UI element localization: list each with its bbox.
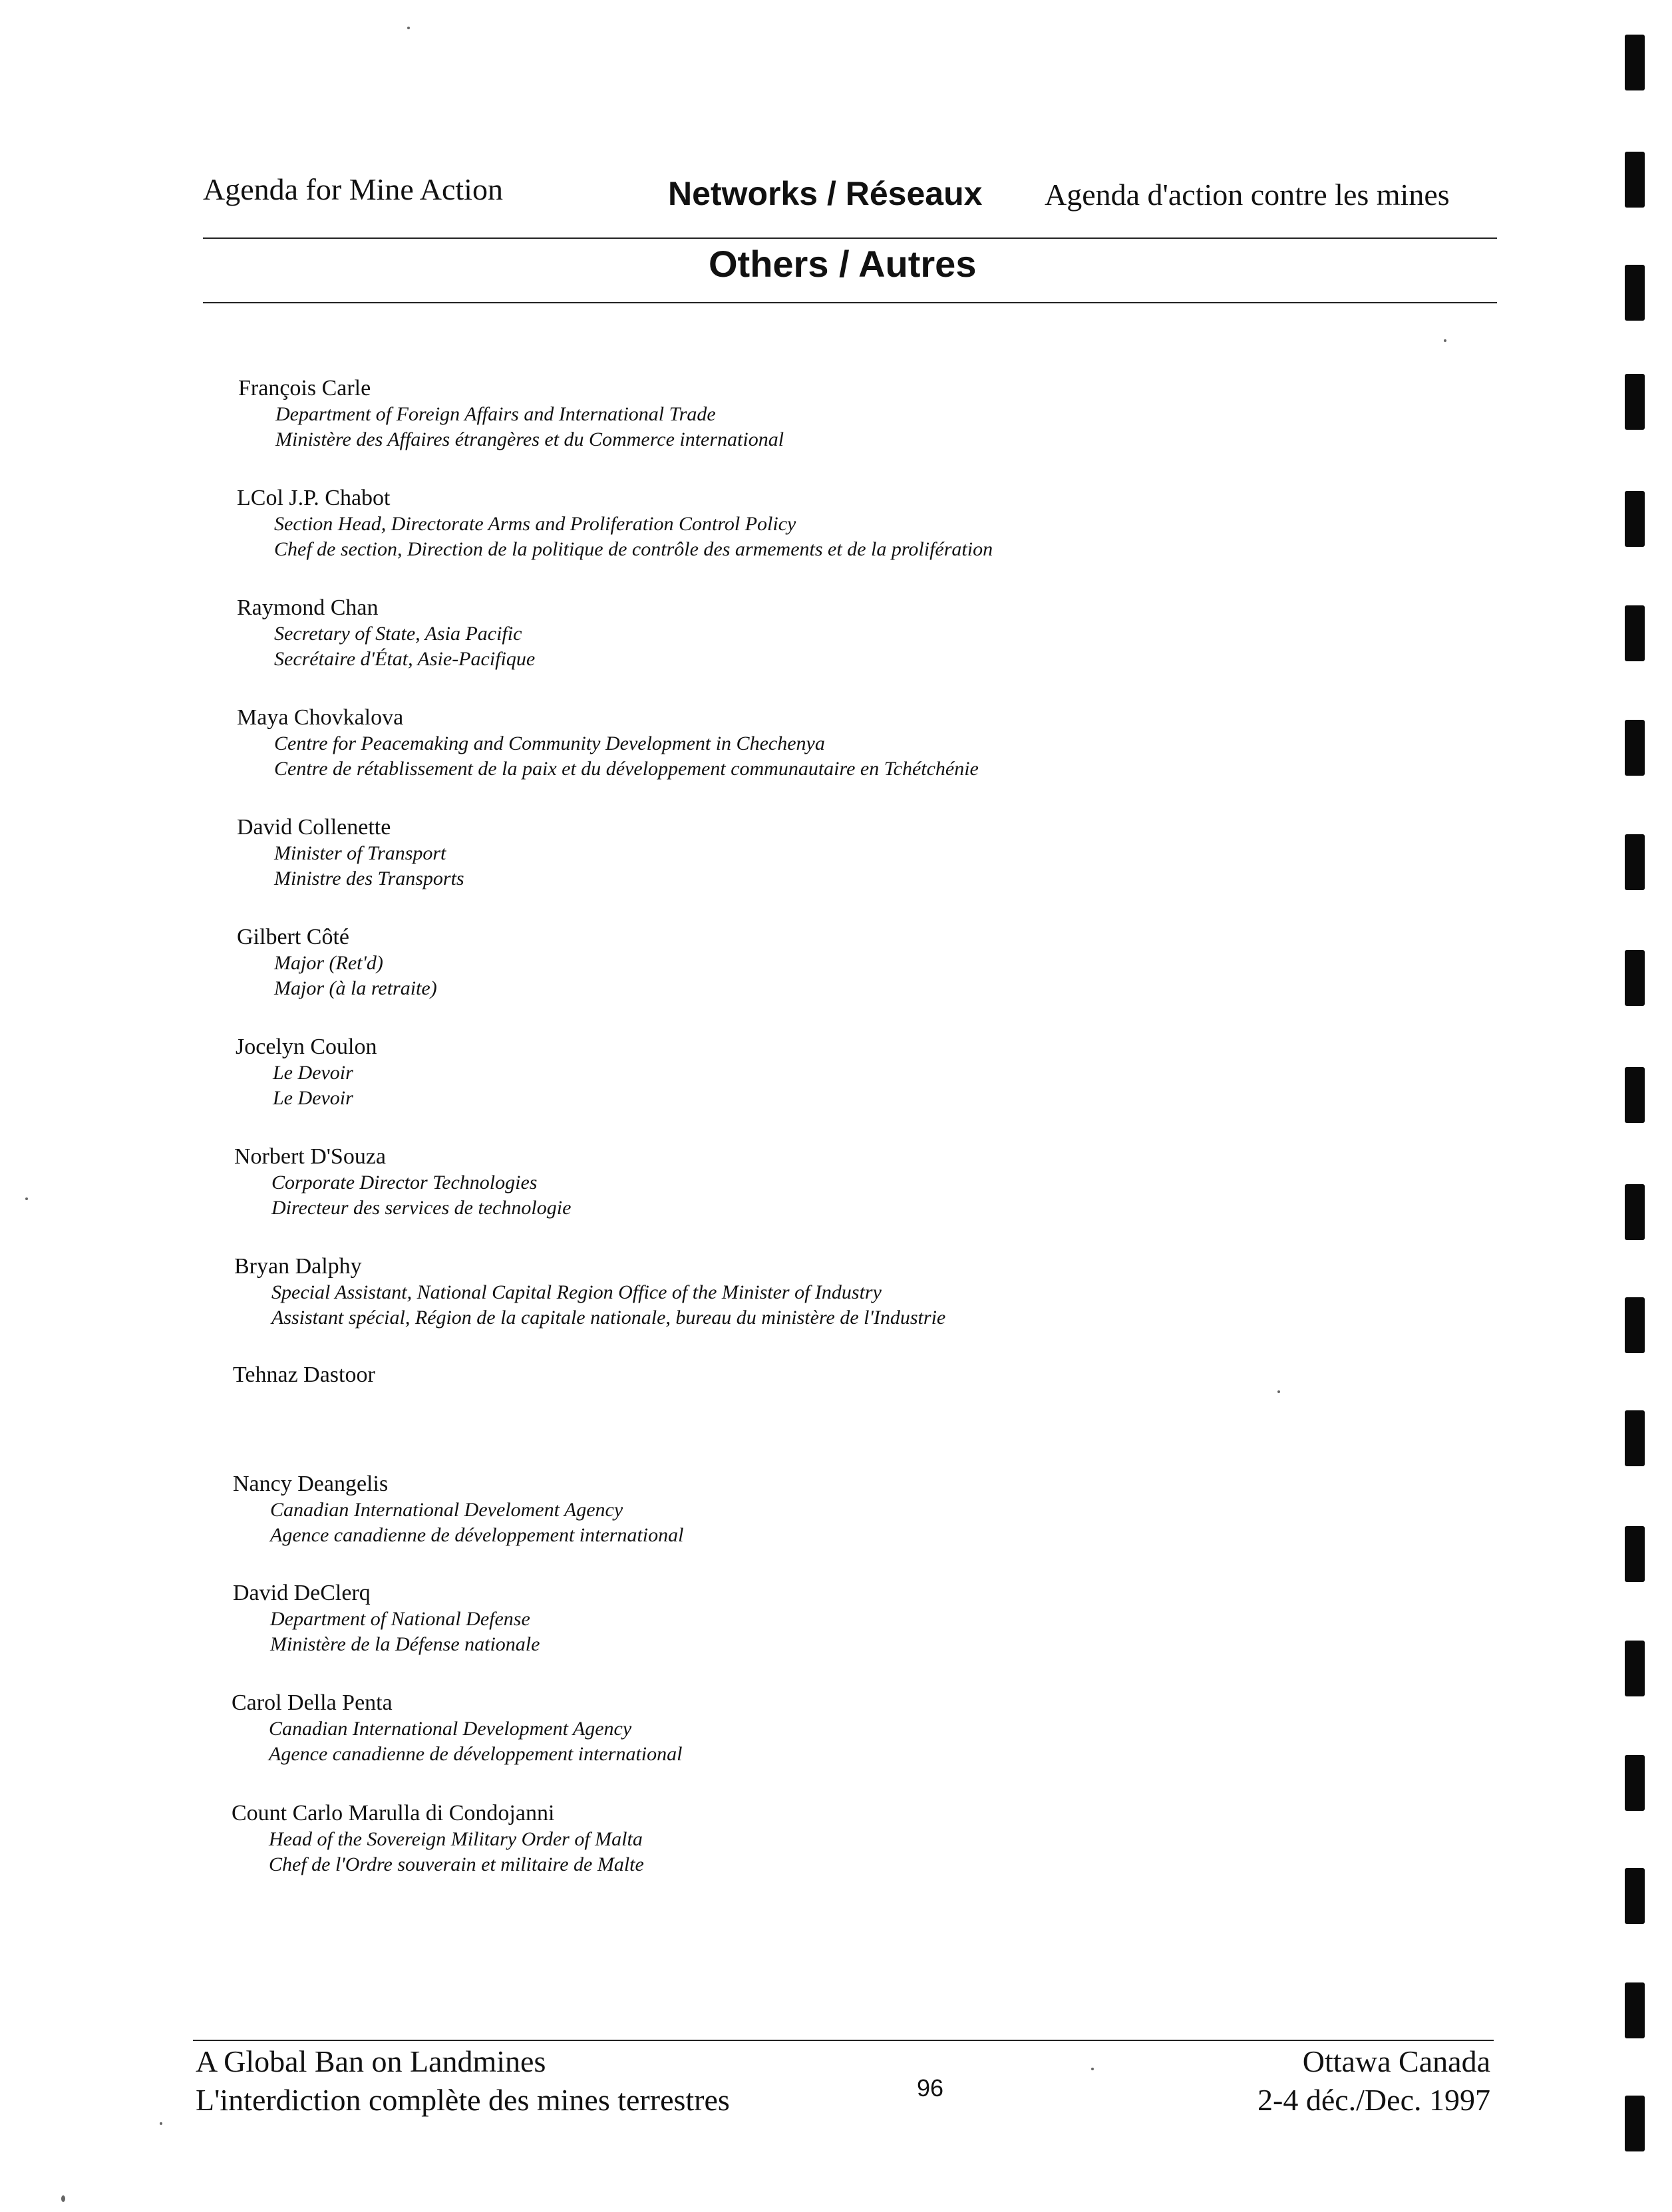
entry-line: Chef de l'Ordre souverain et militaire de Malte xyxy=(269,1853,644,1875)
list-item xyxy=(237,705,1434,782)
entry-name: François Carle xyxy=(238,376,371,400)
entry-line: Canadian International Development Agency xyxy=(269,1718,632,1740)
list-item xyxy=(232,1690,1429,1767)
entry-name: Gilbert Côté xyxy=(237,925,350,949)
footer-title-fr: L'interdiction complète des mines terrestres xyxy=(196,2083,730,2117)
entry-line: Agence canadienne de développement international xyxy=(270,1524,684,1546)
entry-line: Section Head, Directorate Arms and Proliferation Control Policy xyxy=(274,513,796,535)
list-item xyxy=(237,485,1434,562)
entry-name: David Collenette xyxy=(237,815,391,840)
header-right-title: Agenda d'action contre les mines xyxy=(1045,178,1450,212)
footer-rule xyxy=(193,2040,1494,2041)
entry-line: Ministère de la Défense nationale xyxy=(270,1633,540,1655)
entry-line: Assistant spécial, Région de la capitale nationale, bureau du ministère de l'Industrie xyxy=(271,1307,946,1329)
entry-name: Tehnaz Dastoor xyxy=(233,1362,375,1387)
list-item xyxy=(233,1471,1430,1548)
entry-line: Agence canadienne de développement international xyxy=(269,1743,683,1765)
entry-line: Chef de section, Direction de la politique de contrôle des armements et de la prolifération xyxy=(274,538,993,560)
entry-line: Directeur des services de technologie xyxy=(271,1197,572,1219)
entry-line: Ministre des Transports xyxy=(274,868,464,889)
entry-name: David DeClerq xyxy=(233,1581,371,1605)
entry-line: Major (Ret'd) xyxy=(274,952,383,974)
entry-line: Corporate Director Technologies xyxy=(271,1172,538,1193)
list-item xyxy=(234,1253,1432,1331)
list-item xyxy=(232,1800,1429,1877)
entry-name: Nancy Deangelis xyxy=(233,1472,389,1496)
section-title: Others / Autres xyxy=(709,243,977,285)
list-item xyxy=(238,375,1436,452)
footer-location: Ottawa Canada xyxy=(1302,2044,1490,2078)
list-item xyxy=(237,814,1434,891)
entry-name: Raymond Chan xyxy=(237,595,379,620)
entry-line: Secretary of State, Asia Pacific xyxy=(274,623,522,645)
list-item xyxy=(236,1034,1433,1111)
entry-line: Department of National Defense xyxy=(270,1608,530,1630)
entry-line: Canadian International Develoment Agency xyxy=(270,1499,623,1521)
entry-line: Head of the Sovereign Military Order of Malta xyxy=(269,1828,643,1850)
header-center-title: Networks / Réseaux xyxy=(668,175,983,212)
entry-name: Norbert D'Souza xyxy=(234,1144,387,1169)
footer-title-en: A Global Ban on Landmines xyxy=(196,2044,546,2078)
header-left-title: Agenda for Mine Action xyxy=(203,172,503,206)
entry-line: Minister of Transport xyxy=(274,842,446,864)
list-item xyxy=(237,924,1434,1001)
entry-name: Bryan Dalphy xyxy=(234,1254,362,1279)
footer-dates: 2-4 déc./Dec. 1997 xyxy=(1257,2083,1490,2117)
entry-line: Special Assistant, National Capital Region Office of the Minister of Industry xyxy=(271,1281,882,1303)
section-rule xyxy=(203,302,1497,303)
footer-left xyxy=(196,2042,730,2120)
entry-line: Le Devoir xyxy=(273,1062,353,1084)
entry-line: Le Devoir xyxy=(273,1087,353,1109)
entry-line: Centre de rétablissement de la paix et du développement communautaire en Tchétchénie xyxy=(274,758,979,780)
list-item xyxy=(234,1144,1432,1221)
entry-name: Jocelyn Coulon xyxy=(236,1034,377,1059)
footer-right xyxy=(1171,2042,1490,2120)
list-item xyxy=(233,1580,1430,1657)
entry-line: Secrétaire d'État, Asie-Pacifique xyxy=(274,648,536,670)
entry-line: Department of Foreign Affairs and International Trade xyxy=(275,403,716,425)
header-rule xyxy=(203,237,1497,239)
entry-line: Major (à la retraite) xyxy=(274,977,437,999)
entry-name: Maya Chovkalova xyxy=(237,705,404,730)
entry-line: Ministère des Affaires étrangères et du Commerce international xyxy=(275,428,784,450)
entry-line: Centre for Peacemaking and Community Development in Chechenya xyxy=(274,732,825,754)
list-item xyxy=(237,595,1434,672)
entry-name: Carol Della Penta xyxy=(232,1690,393,1715)
entry-name: Count Carlo Marulla di Condojanni xyxy=(232,1801,555,1825)
list-item xyxy=(233,1362,1430,1388)
page-number: 96 xyxy=(917,2074,944,2102)
entry-name: LCol J.P. Chabot xyxy=(237,486,391,510)
